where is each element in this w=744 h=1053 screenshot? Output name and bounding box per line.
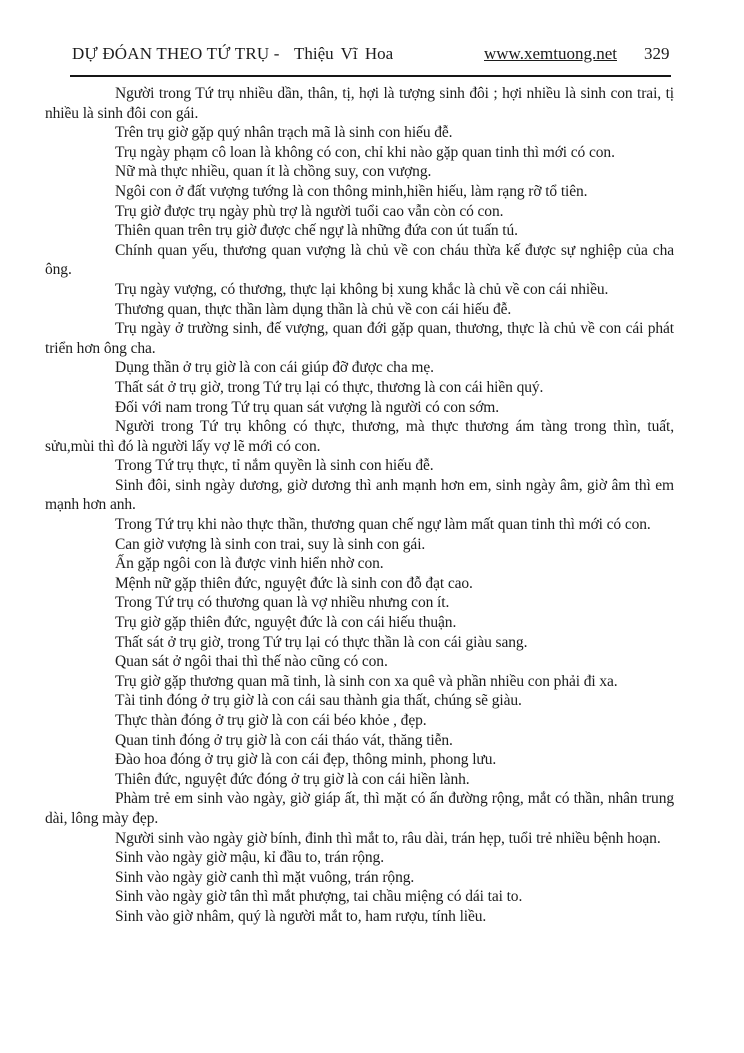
paragraph: Phàm trẻ em sinh vào ngày, giờ giáp ất, thì mặt có ấn đường rộng, mắt có thần, nhân trung dài, lông mày đẹp. [45, 790, 674, 827]
paragraph: Can giờ vượng là sinh con trai, suy là sinh con gái. [115, 535, 426, 553]
paragraph: Trụ ngày vượng, có thương, thực lại không bị xung khắc là chủ về con cái nhiều. [115, 280, 609, 298]
paragraph: Trụ ngày ở trường sinh, đế vượng, quan đới gặp quan, thương, thực là chủ về con cái phát triển hơn ông cha. [45, 320, 674, 357]
paragraph: Trụ giờ được trụ ngày phù trợ là người tuổi cao vẫn còn có con. [115, 202, 504, 220]
paragraph: Sinh vào ngày giờ mậu, kỉ đầu to, trán rộng. [115, 849, 384, 867]
paragraph: Ấn gặp ngôi con là được vinh hiển nhờ con. [115, 555, 384, 573]
paragraph: Thiên quan trên trụ giờ được chế ngự là những đứa con út tuấn tú. [115, 222, 518, 240]
paragraph: Đối với nam trong Tứ trụ quan sát vượng là người có con sớm. [115, 398, 500, 416]
paragraph: Quan tinh đóng ở trụ giờ là con cái tháo vát, thăng tiễn. [115, 731, 453, 749]
paragraph: Thất sát ở trụ giờ, trong Tứ trụ lại có thực thần là con cái giàu sang. [115, 633, 528, 651]
paragraph: Trụ ngày phạm cô loan là không có con, chỉ khi nào gặp quan tinh thì mới có con. [115, 143, 615, 161]
paragraph: Sinh đôi, sinh ngày dương, giờ dương thì anh mạnh hơn em, sinh ngày âm, giờ âm thì em mạnh hơn anh. [45, 476, 674, 514]
paragraph: Tài tinh đóng ở trụ giờ là con cái sau thành gia thất, chúng sẽ giàu. [115, 692, 522, 710]
paragraph: Sinh vào giờ nhâm, quý là người mắt to, ham rượu, tính liều. [115, 907, 487, 925]
page-number: 329 [644, 44, 670, 63]
paragraph: Trụ giờ gặp thương quan mã tinh, là sinh con xa quê và phần nhiều con phải đi xa. [115, 672, 618, 690]
paragraph: Người trong Tứ trụ không có thực, thương, mà thực thương ám tàng trong thìn, tuất, sửu,mùi thì đó là người lấy vợ lẽ mới có con. [45, 418, 674, 455]
header-divider [70, 75, 671, 77]
paragraph: Thực thàn đóng ở trụ giờ là con cái béo khỏe , đẹp. [115, 712, 427, 729]
paragraph: Ngôi con ở đất vượng tướng là con thông minh,hiền hiếu, làm rạng rỡ tổ tiên. [115, 182, 588, 200]
paragraph: Trong Tứ trụ khi nào thực thần, thương quan chế ngự làm mất quan tinh thì mới có con. [115, 516, 651, 534]
book-title: DỰ ĐÓAN THEO TỨ TRỤ - [72, 44, 280, 63]
paragraph: Thất sát ở trụ giờ, trong Tứ trụ lại có thực, thương là con cái hiền quý. [115, 378, 544, 396]
paragraph: Quan sát ở ngôi thai thì thế nào cũng có con. [115, 653, 388, 671]
paragraph: Đào hoa đóng ở trụ giờ là con cái đẹp, thông minh, phong lưu. [115, 751, 497, 769]
paragraph: Sinh vào ngày giờ tân thì mắt phượng, tai chầu miệng có dái tai to. [115, 888, 523, 906]
paragraph: Trong Tứ trụ có thương quan là vợ nhiều nhưng con ít. [115, 594, 450, 612]
paragraph: Chính quan yếu, thương quan vượng là chủ về con cháu thừa kế được sự nghiệp của cha ông. [45, 241, 674, 279]
page-header [72, 44, 678, 68]
paragraph: Trên trụ giờ gặp quý nhân trạch mã là sinh con hiếu đễ. [115, 124, 453, 142]
body-text [45, 84, 674, 927]
paragraph: Dụng thần ở trụ giờ là con cái giúp đỡ được cha mẹ. [115, 359, 434, 377]
paragraph: Trụ giờ gặp thiên đức, nguyệt đức là con cái hiếu thuận. [115, 614, 457, 632]
author-name: Thiệu Vĩ Hoa [294, 44, 394, 63]
paragraph: Thiên đức, nguyệt đức đóng ở trụ giờ là con cái hiền lành. [115, 770, 470, 788]
paragraph: Trong Tứ trụ thực, tỉ nắm quyền là sinh con hiếu đễ. [115, 457, 434, 475]
paragraph: Nữ mà thực nhiều, quan ít là chồng suy, con vượng. [115, 163, 432, 181]
paragraph: Người trong Tứ trụ nhiều dần, thân, tị, hợi là tượng sinh đôi ; hợi nhiều là sinh con trai, tị nhiều là sinh đôi con gái. [45, 85, 674, 122]
paragraph: Sinh vào ngày giờ canh thì mặt vuông, trán rộng. [115, 868, 415, 886]
paragraph: Thương quan, thực thần làm dụng thần là chủ về con cái hiếu đễ. [115, 300, 512, 318]
paragraph: Mệnh nữ gặp thiên đức, nguyệt đức là sinh con đỗ đạt cao. [115, 574, 473, 592]
website-link[interactable]: www.xemtuong.net [484, 44, 617, 63]
paragraph: Người sinh vào ngày giờ bính, đinh thì mắt to, râu dài, trán hẹp, tuổi trẻ nhiều bệnh hoạn. [115, 829, 661, 847]
